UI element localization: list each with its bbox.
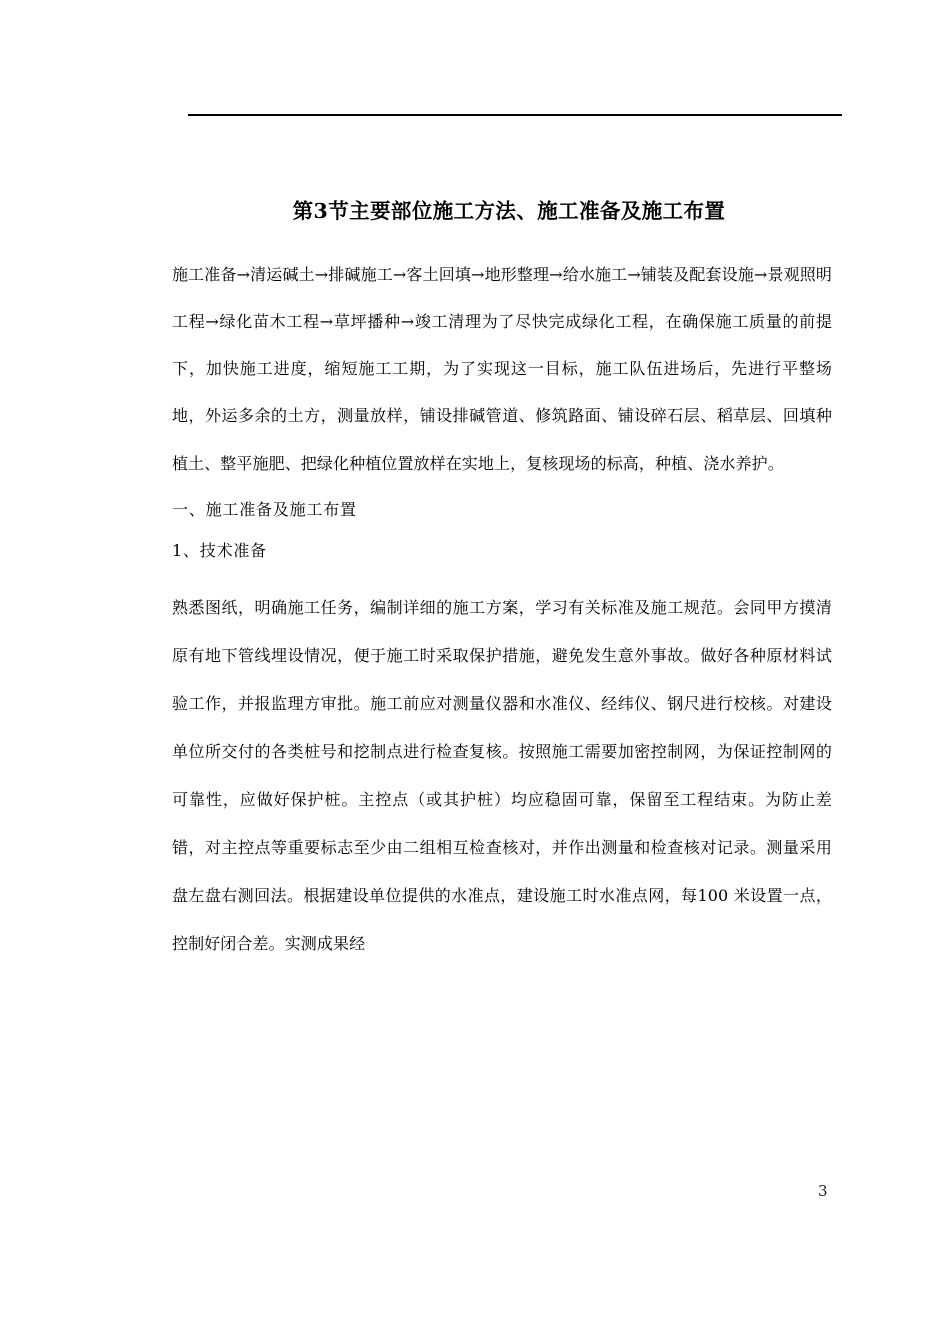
paragraph-process-flow-and-intro: 施工准备→清运碱土→排碱施工→客土回填→地形整理→给水施工→铺装及配套设施→景观照明工程→绿化苗木工程→草坪播种→竣工清理为了尽快完成绿化工程，在确保施工质量的前提下，加快施工进度，缩短施工工期，为了实现这一目标，施工队伍进场后，先进行平整场地，外运多余的土方，测量放样，铺设排碱管道、修筑路面、铺设碎石层、稻草层、回填种植土、整平施肥、把绿化种植位置放样在实地上，复核现场的标高，种植、浇水养护。 [172,264,832,473]
header-rule-divider [188,114,842,116]
section-heading-construction-preparation: 一、施工准备及施工布置 [172,499,357,519]
page-title: 第3节主要部位施工方法、施工准备及施工布置 [292,199,726,223]
subsection-heading-technical-preparation: 1、技术准备 [172,541,267,561]
spacer [172,572,832,574]
paragraph-technical-preparation: 熟悉图纸，明确施工任务，编制详细的施工方案，学习有关标准及施工规范。会同甲方摸清原有地下管线埋设情况，便于施工时采取保护措施，避免发生意外事故。做好各种原材料试验工作，并报监理方审批。施工前应对测量仪器和水准仪、经纬仪、钢尺进行校核。对建设单位所交付的各类桩号和挖制点进行检查复核。按照施工需要加密控制网，为保证控制网的可靠性，应做好保护桩。主控点（或其护桩）均应稳固可靠，保留至工程结束。为防止差错，对主控点等重要标志至少由二组相互检查核对，并作出测量和检查核对记录。测量采用盘左盘右测回法。根据建设单位提供的水准点，建设施工时水准点网，每100 米设置一点，控制好闭合差。实测成果经 [172,597,832,953]
page-number: 3 [818,1182,828,1200]
page-content [172,196,832,968]
spacer [172,241,832,247]
